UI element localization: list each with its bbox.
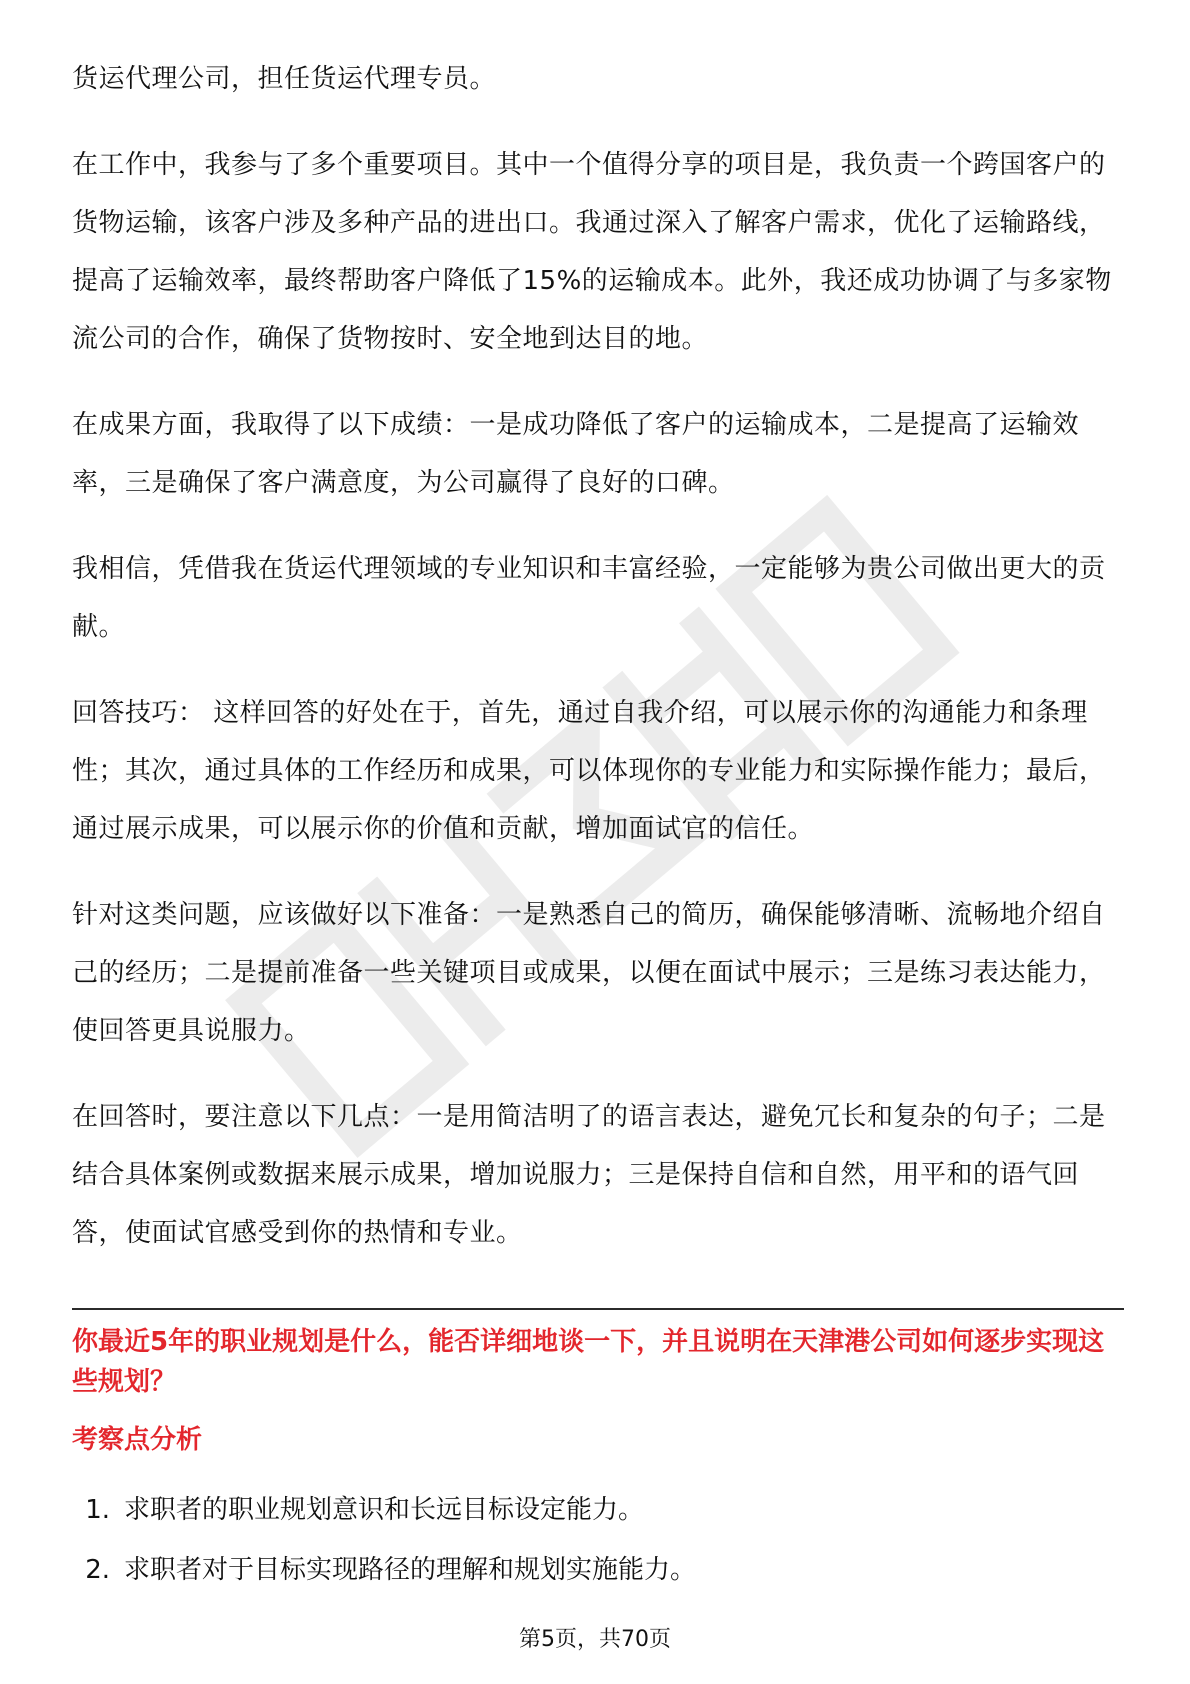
paragraph-intro-continuation: 货运代理公司，担任货运代理专员。 — [72, 64, 497, 94]
list-item-number: 2. — [85, 1555, 110, 1585]
paragraph-achievements: 在成果方面，我取得了以下成绩：一是成功降低了客户的运输成本，二是提高了运输效率，三是确保了客户满意度，为公司赢得了良好的口碑。 — [72, 410, 1080, 498]
section-divider — [72, 1308, 1124, 1310]
paragraph-answer-tips: 回答技巧： 这样回答的好处在于，首先，通过自我介绍，可以展示你的沟通能力和条理性；其次，通过具体的工作经历和成果，可以体现你的专业能力和实际操作能力；最后，通过展示成果，可以展示你的价值和贡献，增加面试官的信任。 — [72, 698, 1106, 844]
analysis-list — [72, 1490, 1122, 1610]
list-item-text: 求职者对于目标实现路径的理解和规划实施能力。 — [124, 1555, 697, 1585]
interview-question: 你最近5年的职业规划是什么，能否详细地谈一下，并且说明在天津港公司如何逐步实现这些规划？ — [72, 1327, 1105, 1397]
paragraph-preparation: 针对这类问题，应该做好以下准备：一是熟悉自己的简历，确保能够清晰、流畅地介绍自己的经历；二是提前准备一些关键项目或成果，以便在面试中展示；三是练习表达能力，使回答更具说服力。 — [72, 900, 1106, 1046]
paragraph-belief: 我相信，凭借我在货运代理领域的专业知识和丰富经验，一定能够为贵公司做出更大的贡献。 — [72, 554, 1106, 642]
list-item — [72, 1490, 1122, 1530]
paragraph-answer-notes: 在回答时，要注意以下几点：一是用简洁明了的语言表达，避免冗长和复杂的句子；二是结合具体案例或数据来展示成果，增加说服力；三是保持自信和自然，用平和的语气回答，使面试官感受到你的热情和专业。 — [72, 1102, 1106, 1248]
list-item-text: 求职者的职业规划意识和长远目标设定能力。 — [124, 1495, 645, 1525]
paragraph-project-experience: 在工作中，我参与了多个重要项目。其中一个值得分享的项目是，我负责一个跨国客户的货物运输，该客户涉及多种产品的进出口。我通过深入了解客户需求，优化了运输路线，提高了运输效率，最终帮助客户降低了15%的运输成本。此外，我还成功协调了与多家物流公司的合作，确保了货物按时、安全地到达目的地。 — [72, 150, 1112, 354]
document-body — [72, 50, 1122, 1262]
list-item-number: 1. — [85, 1495, 110, 1525]
section-title-analysis: 考察点分析 — [72, 1425, 203, 1455]
list-item — [72, 1550, 1122, 1590]
page-footer: 第5页，共70页 — [519, 1627, 671, 1652]
